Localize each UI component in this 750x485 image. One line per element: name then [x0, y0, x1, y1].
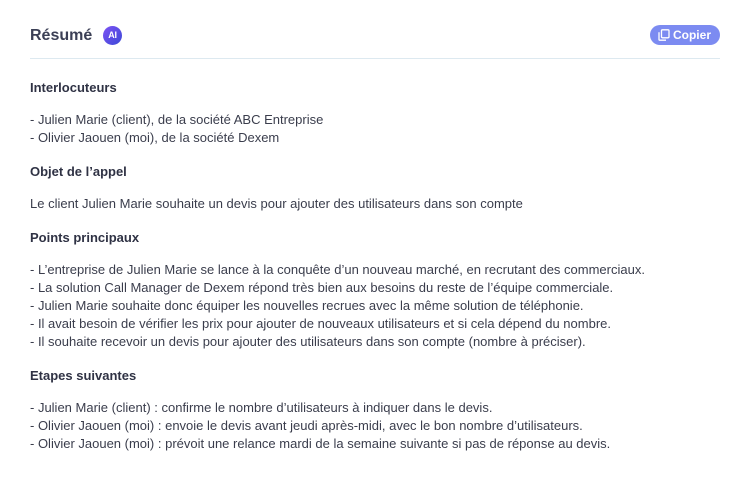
list-item: - Il souhaite recevoir un devis pour ajouter des utilisateurs dans son compte (nombre à préciser).: [30, 334, 586, 349]
list-item: - Julien Marie (client) : confirme le nombre d’utilisateurs à indiquer dans le devis.: [30, 400, 493, 415]
copy-button-label: Copier: [672, 28, 711, 42]
section-interlocuteurs: [30, 80, 720, 147]
list-item: - Il avait besoin de vérifier les prix pour ajouter de nouveaux utilisateurs et si cela dépend du nombre.: [30, 316, 611, 331]
section-title: Points principaux: [30, 230, 140, 245]
section-body: [30, 399, 720, 453]
copy-icon: [658, 29, 670, 41]
section-points-principaux: [30, 230, 720, 351]
list-item: - Olivier Jaouen (moi) : envoie le devis avant jeudi après-midi, avec le bon nombre d’utilisateurs.: [30, 418, 583, 433]
ai-icon: AI: [103, 26, 122, 45]
section-title: Etapes suivantes: [30, 368, 137, 383]
list-item: - Olivier Jaouen (moi), de la société Dexem: [30, 130, 280, 145]
list-item: - L’entreprise de Julien Marie se lance à la conquête d’un nouveau marché, en recrutant des commerciaux.: [30, 262, 645, 277]
list-item: - Julien Marie (client), de la société ABC Entreprise: [30, 112, 324, 127]
section-title: Objet de l’appel: [30, 164, 127, 179]
section-etapes-suivantes: [30, 368, 720, 453]
list-item: - Olivier Jaouen (moi) : prévoit une relance mardi de la semaine suivante si pas de réponse au devis.: [30, 436, 611, 451]
section-body: [30, 195, 720, 213]
section-objet: [30, 164, 720, 213]
summary-header: [30, 18, 720, 59]
section-body: [30, 111, 720, 147]
list-item: - La solution Call Manager de Dexem répond très bien aux besoins du reste de l’équipe commerciale.: [30, 280, 614, 295]
copy-button[interactable]: [650, 25, 720, 45]
page-title: Résumé: [30, 27, 93, 44]
list-item: Le client Julien Marie souhaite un devis pour ajouter des utilisateurs dans son compte: [30, 196, 523, 211]
summary-content: [30, 80, 720, 470]
list-item: - Julien Marie souhaite donc équiper les nouvelles recrues avec la même solution de téléphonie.: [30, 298, 584, 313]
section-body: [30, 261, 720, 351]
section-title: Interlocuteurs: [30, 80, 117, 95]
